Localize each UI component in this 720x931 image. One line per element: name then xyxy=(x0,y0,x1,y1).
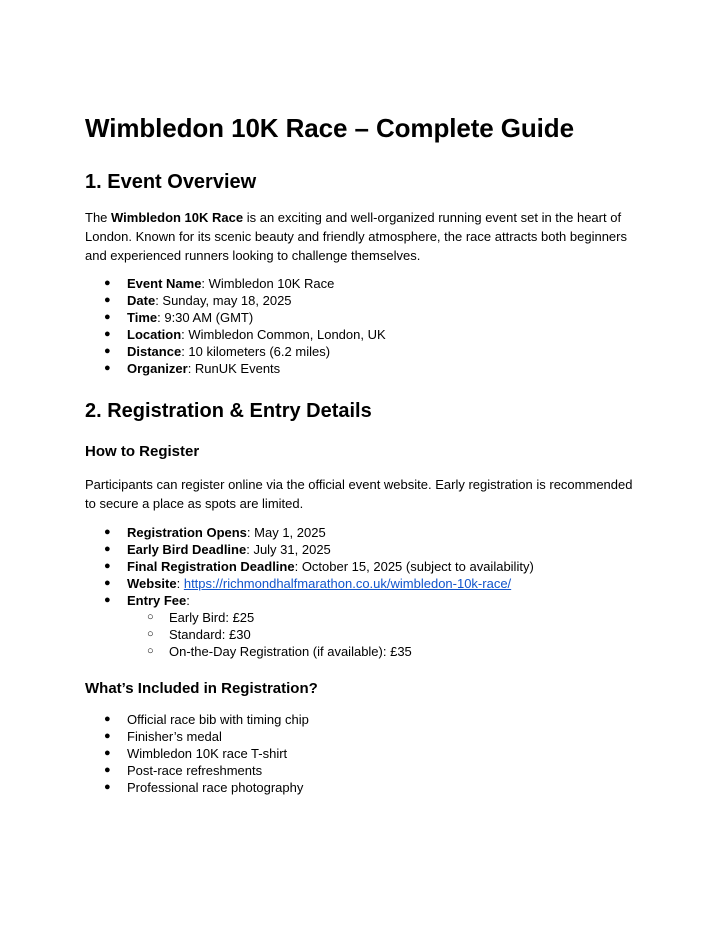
event-intro-paragraph xyxy=(85,208,645,265)
fee-item: Early Bird: £25 xyxy=(169,610,255,625)
list-item xyxy=(85,626,412,643)
bullet-icon: ● xyxy=(104,594,111,606)
list-item xyxy=(85,292,386,309)
detail-label: Organizer xyxy=(127,361,188,376)
included-item: Wimbledon 10K race T-shirt xyxy=(127,746,288,761)
subheading-whats-included: What’s Included in Registration? xyxy=(85,680,318,697)
list-item xyxy=(85,524,534,541)
bullet-icon: ● xyxy=(104,294,111,306)
list-item xyxy=(85,343,386,360)
subheading-how-to-register: How to Register xyxy=(85,443,200,460)
registration-details-list xyxy=(85,524,534,609)
included-items-list xyxy=(85,711,309,796)
list-item xyxy=(85,326,386,343)
included-item: Professional race photography xyxy=(127,780,304,795)
list-item xyxy=(85,592,534,609)
included-item: Official race bib with timing chip xyxy=(127,712,309,727)
list-item xyxy=(85,728,309,745)
bullet-icon: ● xyxy=(104,781,111,793)
detail-value: : 9:30 AM (GMT) xyxy=(157,310,254,325)
entry-fee-list xyxy=(85,609,412,660)
entry-fee-separator: : xyxy=(186,593,190,608)
bullet-icon: ● xyxy=(104,362,111,374)
detail-label: Distance xyxy=(127,344,182,359)
page-title: Wimbledon 10K Race – Complete Guide xyxy=(85,113,574,143)
detail-label: Time xyxy=(127,310,158,325)
event-details-list xyxy=(85,275,386,377)
website-separator: : xyxy=(176,576,184,591)
list-item xyxy=(85,360,386,377)
bullet-icon: ● xyxy=(104,543,111,555)
detail-value: : Wimbledon 10K Race xyxy=(201,276,335,291)
list-item xyxy=(85,711,309,728)
list-item xyxy=(85,745,309,762)
bullet-icon: ● xyxy=(104,577,111,589)
bullet-icon: ● xyxy=(104,526,111,538)
list-item xyxy=(85,275,386,292)
section-heading-registration: 2. Registration & Entry Details xyxy=(85,400,372,422)
bullet-icon: ● xyxy=(104,311,111,323)
intro-text-bold: Wimbledon 10K Race xyxy=(111,210,244,225)
detail-label: Event Name xyxy=(127,276,202,291)
bullet-icon: ● xyxy=(104,277,111,289)
detail-label: Location xyxy=(127,327,182,342)
detail-value: : May 1, 2025 xyxy=(246,525,326,540)
circle-bullet-icon: ○ xyxy=(147,628,154,640)
list-item xyxy=(85,575,534,592)
bullet-icon: ● xyxy=(104,345,111,357)
bullet-icon: ● xyxy=(104,560,111,572)
circle-bullet-icon: ○ xyxy=(147,645,154,657)
detail-label: Final Registration Deadline xyxy=(127,559,295,574)
website-link[interactable]: https://richmondhalfmarathon.co.uk/wimbledon-10k-race/ xyxy=(183,576,512,591)
bullet-icon: ● xyxy=(104,328,111,340)
circle-bullet-icon: ○ xyxy=(147,611,154,623)
detail-value: : 10 kilometers (6.2 miles) xyxy=(181,344,331,359)
detail-label: Date xyxy=(127,293,156,308)
included-item: Finisher’s medal xyxy=(127,729,222,744)
entry-fee-label: Entry Fee xyxy=(127,593,187,608)
list-item xyxy=(85,541,534,558)
fee-item: On-the-Day Registration (if available): £35 xyxy=(169,644,412,659)
list-item xyxy=(85,309,386,326)
list-item xyxy=(85,762,309,779)
list-item xyxy=(85,779,309,796)
detail-label: Early Bird Deadline xyxy=(127,542,247,557)
detail-value: : Wimbledon Common, London, UK xyxy=(181,327,386,342)
list-item xyxy=(85,558,534,575)
section-heading-event-overview: 1. Event Overview xyxy=(85,171,257,193)
bullet-icon: ● xyxy=(104,730,111,742)
intro-text-post: is an exciting and well-organized running event set in the heart of London. Known for its scenic beauty and friendly atmosphere, the race attracts both beginners and experienced runners looking to challenge themselves. xyxy=(85,210,627,263)
bullet-icon: ● xyxy=(104,747,111,759)
bullet-icon: ● xyxy=(104,764,111,776)
detail-value: : October 15, 2025 (subject to availability) xyxy=(294,559,534,574)
register-paragraph: Participants can register online via the official event website. Early registration is recommended to secure a place as spots are limited. xyxy=(85,477,633,511)
intro-text-pre: The xyxy=(85,210,112,225)
detail-label: Registration Opens xyxy=(127,525,247,540)
list-item xyxy=(85,643,412,660)
bullet-icon: ● xyxy=(104,713,111,725)
list-item xyxy=(85,609,412,626)
website-label: Website xyxy=(127,576,177,591)
detail-value: : July 31, 2025 xyxy=(246,542,331,557)
detail-value: : Sunday, may 18, 2025 xyxy=(155,293,292,308)
detail-value: : RunUK Events xyxy=(187,361,281,376)
fee-item: Standard: £30 xyxy=(169,627,251,642)
included-item: Post-race refreshments xyxy=(127,763,263,778)
